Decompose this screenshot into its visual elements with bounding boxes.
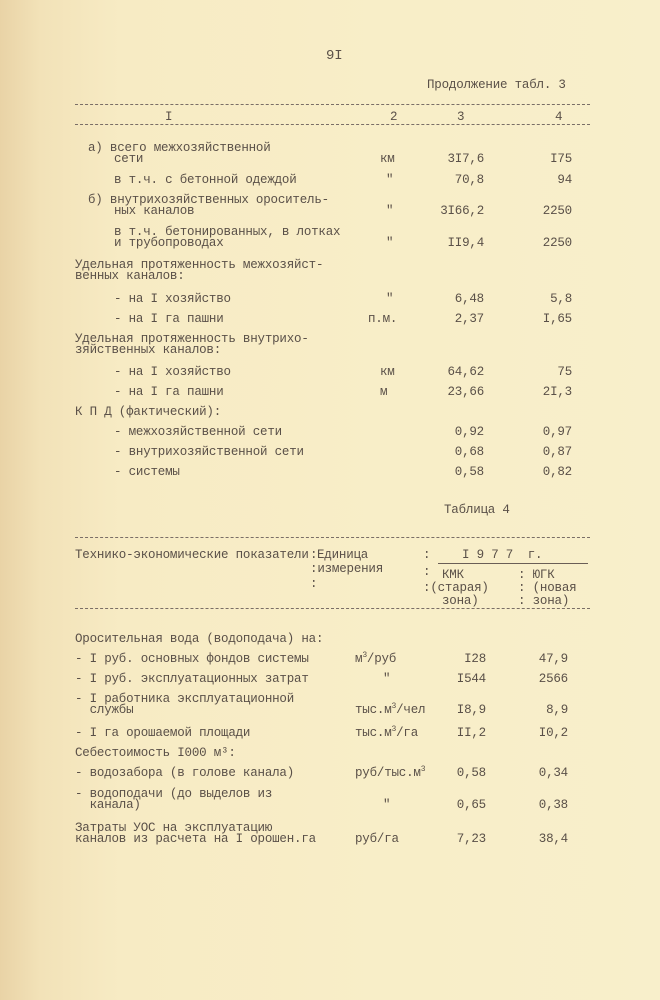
table4-row-value-col4: 2566 <box>538 672 568 686</box>
table3-row-value-col3: II9,4 <box>447 236 484 250</box>
table4-header-year: I 9 7 7 г. <box>462 548 543 562</box>
table3-row-label: зяйственных каналов: <box>75 343 222 357</box>
table3-row-value-col3: 2,37 <box>454 312 484 326</box>
table4-row-value-col3: 0,65 <box>456 798 486 812</box>
table4-row-unit: $тыс.м^3/га$ <box>355 725 419 740</box>
table3-colnum-4: 4 <box>555 110 563 124</box>
table3-row-value-col3: 64,62 <box>447 365 484 379</box>
table3-row-unit: п.м. <box>368 312 398 326</box>
table4-row-label: - водозабора (в голове канала) <box>75 766 295 780</box>
table4-header-col2-line1: Единица <box>317 548 369 562</box>
table4-header-col1: Технико-экономические показатели <box>75 548 309 562</box>
table4-row-unit: $м^3$/руб <box>355 651 397 666</box>
table4-row-label: Затраты УОС на эксплуатацию <box>75 821 273 835</box>
table4-row-value-col4: 0,34 <box>538 766 568 780</box>
table4-row-value-col3: I544 <box>456 672 486 686</box>
table3-row-value-col4: 2250 <box>542 204 572 218</box>
table3-row-value-col3: 23,66 <box>447 385 484 399</box>
table4-header-col3-l2: :(старая) <box>423 581 489 595</box>
table4-row-label: - I га орошаемой площади <box>75 726 251 740</box>
table3-row-value-col3: 70,8 <box>454 173 484 187</box>
table4-row-unit: руб/$тыс.м^3$ <box>355 765 426 780</box>
table4-header-sep: : <box>310 548 318 562</box>
table3-row-unit: км <box>380 152 395 166</box>
table4-row-label: Оросительная вода (водоподача) на: <box>75 632 324 646</box>
table3-row-value-col3: 0,92 <box>454 425 484 439</box>
table4-header-col2-line2: :измерения <box>310 562 384 576</box>
table3-row-value-col3: 6,48 <box>454 292 484 306</box>
table3-row-label: а) всего межхозяйственной <box>88 141 271 155</box>
table3-row-value-col4: 2250 <box>542 236 572 250</box>
table3-row-label: - на I хозяйство <box>114 365 231 379</box>
table4-row-value-col3: 0,58 <box>456 766 486 780</box>
table3-row-unit: " <box>386 204 394 218</box>
table4-row-label: - I руб. эксплуатационных затрат <box>75 672 309 686</box>
table4-row-value-col3: I8,9 <box>456 703 486 717</box>
table4-row-label: Себестоимость I000 м³: <box>75 746 236 760</box>
table4-row-label: службы <box>75 703 134 717</box>
table3-row-value-col4: I,65 <box>542 312 572 326</box>
table4-year-underline <box>438 563 588 564</box>
table4-row-label: - I руб. основных фондов системы <box>75 652 309 666</box>
table3-colnum-2: 2 <box>390 110 398 124</box>
table4-header-sep2: : <box>310 577 318 591</box>
table3-row-label: сети <box>114 152 144 166</box>
table3-row-value-col3: 3I66,2 <box>440 204 484 218</box>
table3-row-label: - на I хозяйство <box>114 292 231 306</box>
table4-row-label: канала) <box>75 798 141 812</box>
table4-row-value-col4: 38,4 <box>538 832 568 846</box>
table4-row-value-col4: 47,9 <box>538 652 568 666</box>
table3-caption: Продолжение табл. 3 <box>427 78 566 92</box>
table4-row-value-col4: I0,2 <box>538 726 568 740</box>
table3-row-label: венных каналов: <box>75 269 185 283</box>
table3-row-value-col4: 0,82 <box>542 465 572 479</box>
table3-row-value-col3: 0,58 <box>454 465 484 479</box>
table3-row-value-col4: I75 <box>550 152 572 166</box>
table3-row-value-col4: 0,97 <box>542 425 572 439</box>
table3-row-label: и трубопроводах <box>114 236 224 250</box>
table4-row-value-col4: 8,9 <box>546 703 568 717</box>
table3-row-label: в т.ч. с бетонной одеждой <box>114 173 297 187</box>
table3-row-label: Удельная протяженность межхозяйст- <box>75 258 324 272</box>
table3-row-unit: км <box>380 365 395 379</box>
table4-header-col4-l2: : (новая <box>518 581 577 595</box>
table3-row-label: - на I га пашни <box>114 385 224 399</box>
table4-row-value-col4: 0,38 <box>538 798 568 812</box>
table4-row-unit: $тыс.м^3$/чел <box>355 702 426 717</box>
table4-header-col3-l1: КМК <box>442 568 464 582</box>
table3-row-label: в т.ч. бетонированных, в лотках <box>114 225 341 239</box>
table4-header-col3-l3: зона) <box>442 594 479 608</box>
table4-row-label: - водоподачи (до выделов из <box>75 787 273 801</box>
table3-row-unit: " <box>386 292 394 306</box>
table3-row-unit: " <box>386 173 394 187</box>
table3-row-label: К П Д (фактический): <box>75 405 222 419</box>
table3-row-value-col3: 0,68 <box>454 445 484 459</box>
table4-header-rule <box>75 608 590 609</box>
table4-row-label: - I работника эксплуатационной <box>75 692 295 706</box>
table4-top-rule <box>75 537 590 538</box>
table4-row-value-col3: I28 <box>464 652 486 666</box>
table3-row-label: Удельная протяженность внутрихо- <box>75 332 309 346</box>
table3-row-value-col4: 2I,3 <box>542 385 572 399</box>
table3-colnum-3: 3 <box>457 110 465 124</box>
table4-row-value-col3: 7,23 <box>456 832 486 846</box>
table4-row-value-col3: II,2 <box>456 726 486 740</box>
table3-row-label: - на I га пашни <box>114 312 224 326</box>
table3-row-value-col4: 94 <box>557 173 572 187</box>
table3-top-rule <box>75 104 590 105</box>
table3-row-label: - межхозяйственной сети <box>114 425 282 439</box>
table4-caption: Таблица 4 <box>444 503 510 517</box>
page-number: 9I <box>326 48 343 64</box>
table3-header-rule <box>75 124 590 125</box>
table4-row-label: каналов из расчета на I орошен.га <box>75 832 316 846</box>
table3-row-value-col3: 3I7,6 <box>447 152 484 166</box>
table4-row-unit: " <box>383 798 391 812</box>
table3-row-unit: м <box>380 385 388 399</box>
table4-header-sep3: : <box>423 548 431 562</box>
table3-row-label: - внутрихозяйственной сети <box>114 445 304 459</box>
table3-row-value-col4: 0,87 <box>542 445 572 459</box>
table4-header-col4-l1: : ЮГК <box>518 568 555 582</box>
table3-row-label: - системы <box>114 465 180 479</box>
table4-header-col4-l3: : зона) <box>518 594 570 608</box>
table4-header-sep4: : <box>423 565 431 579</box>
table3-row-label: ных каналов <box>114 204 195 218</box>
table3-row-label: б) внутрихозяйственных ороситель- <box>88 193 329 207</box>
table4-row-unit: руб/га <box>355 832 399 846</box>
table3-row-value-col4: 5,8 <box>550 292 572 306</box>
table4-row-unit: " <box>383 672 391 686</box>
table3-colnum-1: I <box>165 110 173 124</box>
table3-row-unit: " <box>386 236 394 250</box>
table3-row-value-col4: 75 <box>557 365 572 379</box>
